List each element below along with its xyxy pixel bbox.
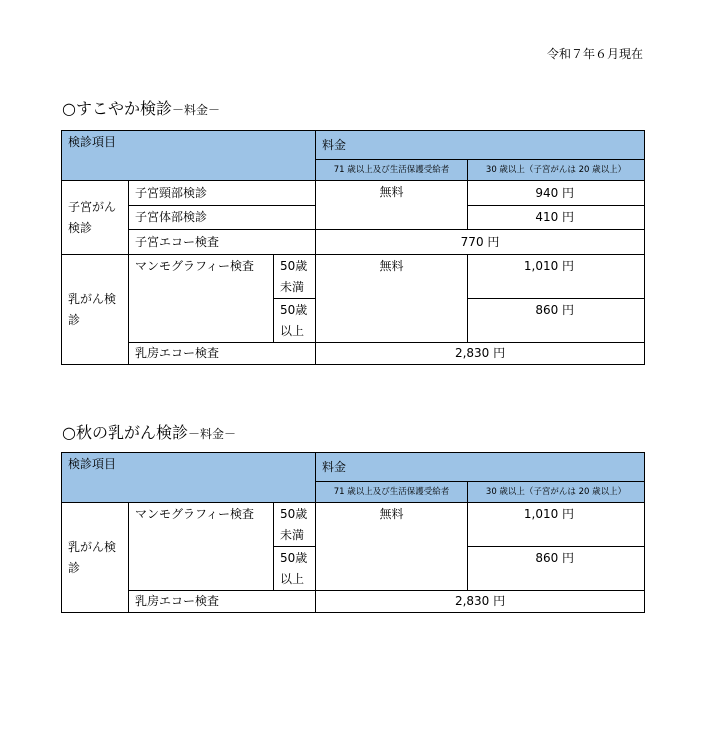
age-50-over: 50歳以上 [274,547,316,591]
fee-elderly-breast: 無料 [316,255,468,343]
item-mammography: マンモグラフィー検査 [129,503,274,591]
fee-mammo-50-over: 860 円 [468,547,645,591]
section-title-text: ○秋の乳がん検診 [62,423,188,442]
header-fee: 料金 [316,131,645,160]
as-of-date: 令和７年６月現在 [546,47,643,61]
fee-mammo-under-50: 1,010 円 [468,503,645,547]
age-under-50: 50歳未満 [274,503,316,547]
fee-table-autumn [61,452,645,613]
section-title-autumn [62,420,236,443]
header-item: 検診項目 [62,131,316,181]
section-title-text: ○すこやか検診 [62,99,172,118]
fee-elderly-breast: 無料 [316,503,468,591]
header-item: 検診項目 [62,453,316,503]
header-col-elderly: 71 歳以上及び生活保護受給者 [316,482,468,503]
header-col-general: 30 歳以上（子宮がんは 20 歳以上） [468,160,645,181]
section-subtitle: －料金－ [187,427,236,441]
fee-breast-echo: 2,830 円 [316,591,645,613]
item-cervical: 子宮頸部検診 [129,181,316,206]
item-uterine-echo: 子宮エコー検査 [129,230,316,255]
header-col-elderly: 71 歳以上及び生活保護受給者 [316,160,468,181]
fee-mammo-under-50: 1,010 円 [468,255,645,299]
fee-cervical: 940 円 [468,181,645,206]
item-endometrial: 子宮体部検診 [129,206,316,230]
fee-elderly-uterine: 無料 [316,181,468,230]
header-col-general: 30 歳以上（子宮がんは 20 歳以上） [468,482,645,503]
item-breast-echo: 乳房エコー検査 [129,343,316,365]
item-mammography: マンモグラフィー検査 [129,255,274,343]
item-breast-echo: 乳房エコー検査 [129,591,316,613]
header-fee: 料金 [316,453,645,482]
group-uterine: 子宮がん検診 [62,181,129,255]
fee-uterine-echo: 770 円 [316,230,645,255]
fee-table-sukoyaka [61,130,645,365]
age-under-50: 50歳未満 [274,255,316,299]
age-50-over: 50歳以上 [274,299,316,343]
fee-mammo-50-over: 860 円 [468,299,645,343]
section-title-sukoyaka [62,96,220,119]
group-breast: 乳がん検診 [62,255,129,365]
group-breast: 乳がん検診 [62,503,129,613]
fee-endometrial: 410 円 [468,206,645,230]
fee-breast-echo: 2,830 円 [316,343,645,365]
section-subtitle: －料金－ [171,103,220,117]
